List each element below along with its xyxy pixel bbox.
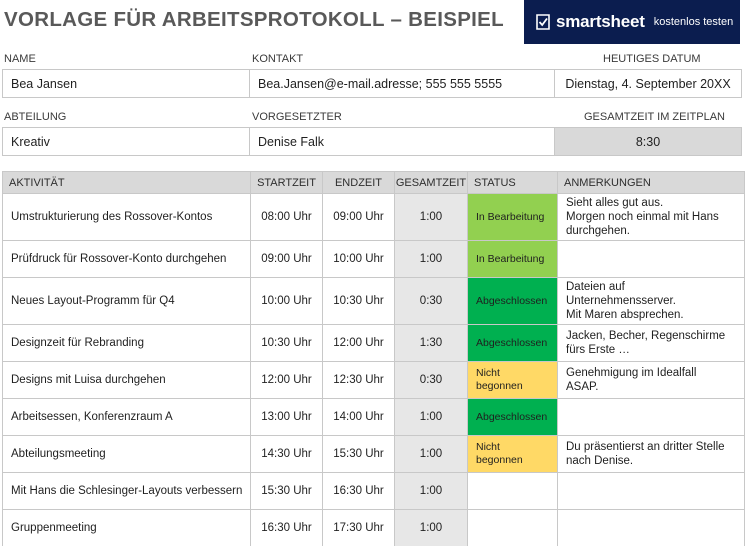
contact-field[interactable]: Bea.Jansen@e-mail.adresse; 555 555 5555 [249, 69, 555, 98]
total-cell: 0:30 [395, 278, 468, 325]
total-schedule-label: GESAMTZEIT IM ZEITPLAN [584, 111, 725, 123]
date-field[interactable]: Dienstag, 4. September 20XX [554, 69, 742, 98]
total-cell: 1:30 [395, 325, 468, 362]
start-cell[interactable]: 08:00 Uhr [251, 194, 323, 241]
smartsheet-check-icon [536, 14, 550, 30]
end-cell[interactable]: 14:00 Uhr [323, 399, 395, 436]
end-cell[interactable]: 17:30 Uhr [323, 510, 395, 546]
notes-cell[interactable]: Du präsentierst an dritter Stelle nach Denise. [558, 436, 745, 473]
page-title: VORLAGE FÜR ARBEITSPROTOKOLL – BEISPIEL [4, 8, 504, 31]
activity-cell[interactable]: Designzeit für Rebranding [3, 325, 251, 362]
name-label: NAME [4, 53, 36, 65]
status-cell[interactable]: Nicht begonnen [468, 436, 558, 473]
total-cell: 0:30 [395, 362, 468, 399]
notes-cell[interactable] [558, 399, 745, 436]
status-cell[interactable]: Abgeschlossen [468, 325, 558, 362]
logo-tagline: kostenlos testen [653, 16, 734, 28]
start-cell[interactable]: 10:30 Uhr [251, 325, 323, 362]
table-row [3, 194, 745, 241]
total-cell: 1:00 [395, 473, 468, 510]
end-cell[interactable]: 10:00 Uhr [323, 241, 395, 278]
table-row [3, 473, 745, 510]
table-row [3, 399, 745, 436]
status-cell[interactable]: Nicht begonnen [468, 362, 558, 399]
table-row [3, 362, 745, 399]
total-cell: 1:00 [395, 399, 468, 436]
table-row [3, 278, 745, 325]
activity-cell[interactable]: Gruppenmeeting [3, 510, 251, 546]
contact-label: KONTAKT [252, 53, 304, 65]
table-row [3, 325, 745, 362]
activity-cell[interactable]: Arbeitsessen, Konferenzraum A [3, 399, 251, 436]
activity-cell[interactable]: Neues Layout-Programm für Q4 [3, 278, 251, 325]
notes-cell[interactable] [558, 473, 745, 510]
work-log-table [2, 171, 745, 546]
total-schedule-field: 8:30 [554, 127, 742, 156]
start-cell[interactable]: 10:00 Uhr [251, 278, 323, 325]
header-total: GESAMTZEIT [395, 172, 468, 194]
activity-cell[interactable]: Abteilungsmeeting [3, 436, 251, 473]
end-cell[interactable]: 12:00 Uhr [323, 325, 395, 362]
activity-cell[interactable]: Designs mit Luisa durchgehen [3, 362, 251, 399]
dept-label: ABTEILUNG [4, 111, 67, 123]
notes-cell[interactable]: Jacken, Becher, Regenschirme fürs Erste … [558, 325, 745, 362]
status-cell[interactable] [468, 510, 558, 546]
status-cell[interactable]: Abgeschlossen [468, 278, 558, 325]
notes-cell[interactable]: Genehmigung im Idealfall ASAP. [558, 362, 745, 399]
activity-cell[interactable]: Mit Hans die Schlesinger-Layouts verbessern [3, 473, 251, 510]
end-cell[interactable]: 12:30 Uhr [323, 362, 395, 399]
header-status: STATUS [468, 172, 558, 194]
total-cell: 1:00 [395, 194, 468, 241]
start-cell[interactable]: 09:00 Uhr [251, 241, 323, 278]
header-end: ENDZEIT [323, 172, 395, 194]
notes-cell[interactable]: Sieht alles gut aus. Morgen noch einmal mit Hans durchgehen. [558, 194, 745, 241]
notes-cell[interactable] [558, 241, 745, 278]
notes-cell[interactable]: Dateien auf Unternehmensserver. Mit Maren absprechen. [558, 278, 745, 325]
total-cell: 1:00 [395, 510, 468, 546]
activity-cell[interactable]: Prüfdruck für Rossover-Konto durchgehen [3, 241, 251, 278]
status-cell[interactable]: Abgeschlossen [468, 399, 558, 436]
table-row [3, 241, 745, 278]
end-cell[interactable]: 15:30 Uhr [323, 436, 395, 473]
end-cell[interactable]: 16:30 Uhr [323, 473, 395, 510]
end-cell[interactable]: 09:00 Uhr [323, 194, 395, 241]
logo-brand: smartsheet [556, 12, 645, 31]
smartsheet-logo-button[interactable] [524, 0, 740, 44]
supervisor-field[interactable]: Denise Falk [249, 127, 555, 156]
name-field[interactable]: Bea Jansen [2, 69, 250, 98]
end-cell[interactable]: 10:30 Uhr [323, 278, 395, 325]
start-cell[interactable]: 16:30 Uhr [251, 510, 323, 546]
header-notes: ANMERKUNGEN [558, 172, 745, 194]
table-row [3, 510, 745, 546]
table-row [3, 436, 745, 473]
start-cell[interactable]: 15:30 Uhr [251, 473, 323, 510]
start-cell[interactable]: 14:30 Uhr [251, 436, 323, 473]
header-activity: AKTIVITÄT [3, 172, 251, 194]
date-label: HEUTIGES DATUM [603, 53, 701, 65]
start-cell[interactable]: 13:00 Uhr [251, 399, 323, 436]
notes-cell[interactable] [558, 510, 745, 546]
start-cell[interactable]: 12:00 Uhr [251, 362, 323, 399]
total-cell: 1:00 [395, 436, 468, 473]
header-start: STARTZEIT [251, 172, 323, 194]
status-cell[interactable]: In Bearbeitung [468, 241, 558, 278]
status-cell[interactable]: In Bearbeitung [468, 194, 558, 241]
supervisor-label: VORGESETZTER [252, 111, 342, 123]
status-cell[interactable] [468, 473, 558, 510]
activity-cell[interactable]: Umstrukturierung des Rossover-Kontos [3, 194, 251, 241]
table-header-row [3, 172, 745, 194]
total-cell: 1:00 [395, 241, 468, 278]
dept-field[interactable]: Kreativ [2, 127, 250, 156]
